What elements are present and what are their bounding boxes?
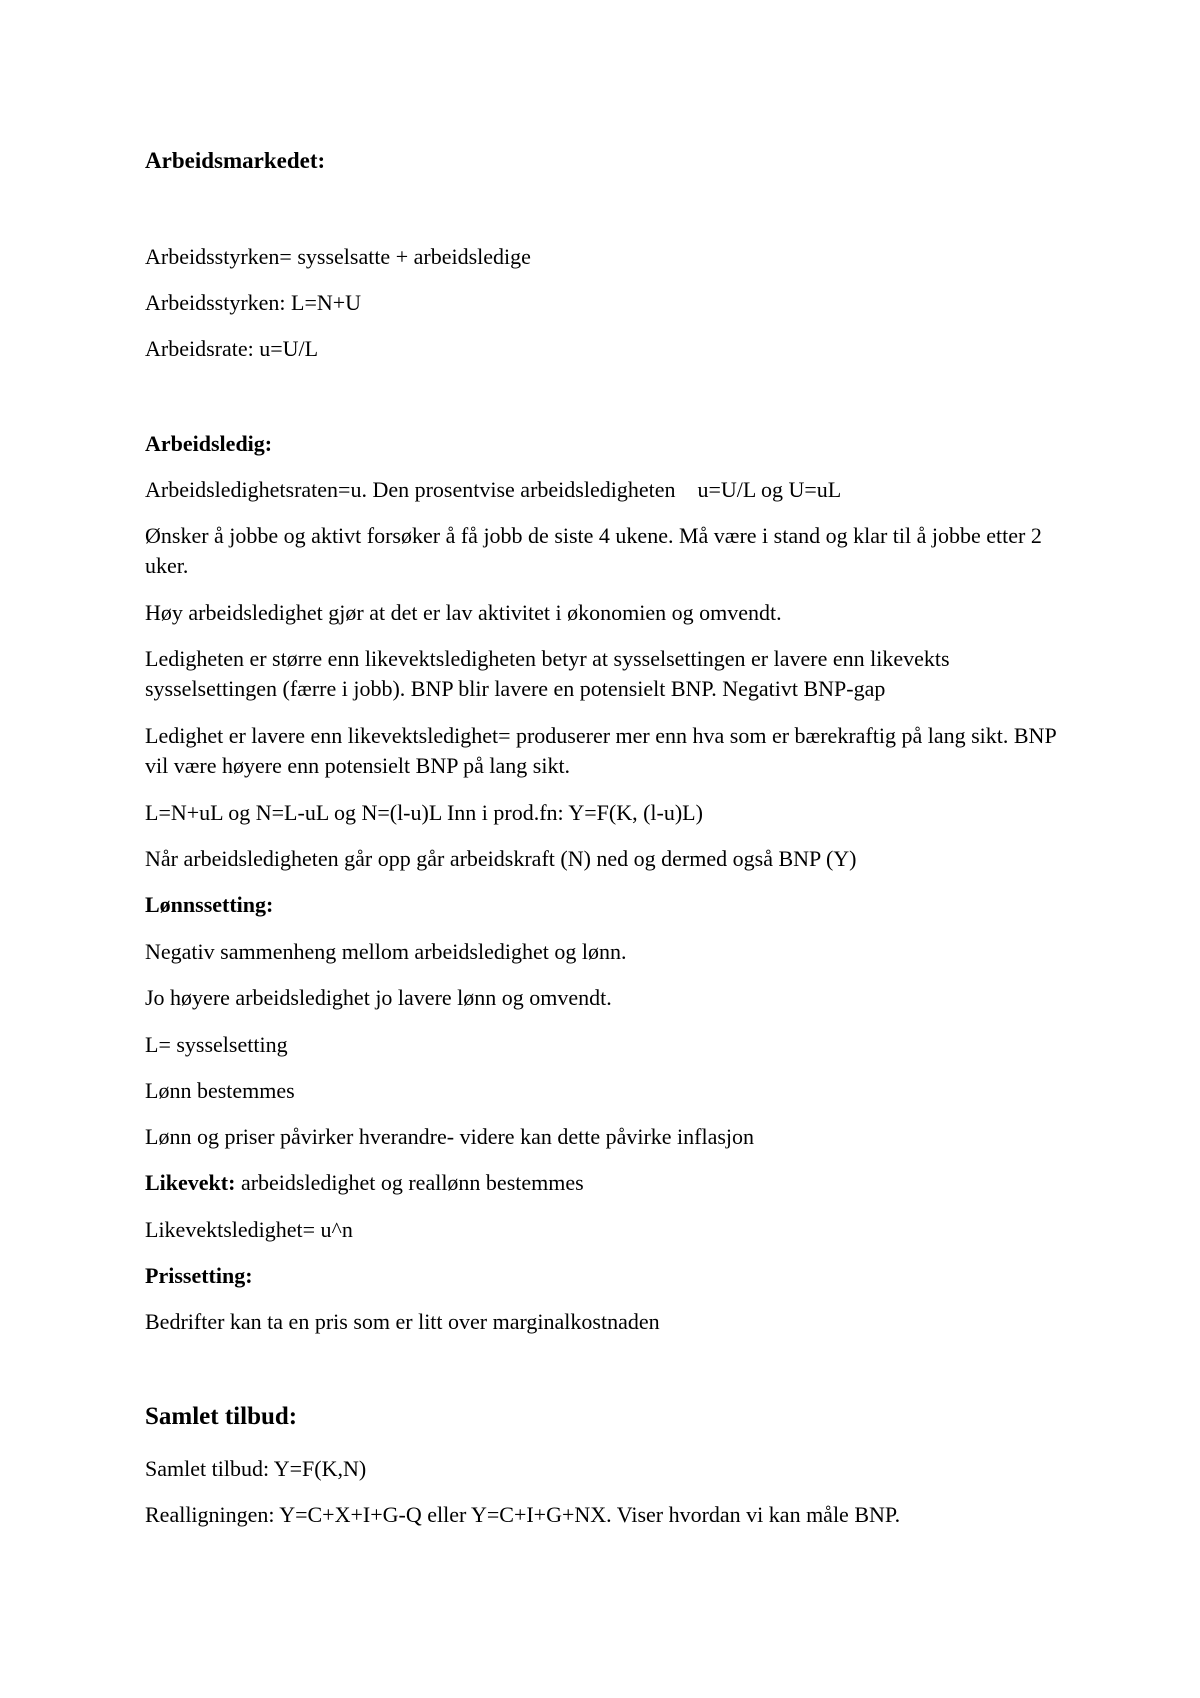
heading-arbeidsmarkedet: Arbeidsmarkedet: (145, 148, 326, 173)
paragraph: Høy arbeidsledighet gjør at det er lav aktivitet i økonomien og omvendt. (145, 600, 782, 625)
line-arbeidsrate: Arbeidsrate: u=U/L (145, 336, 319, 361)
likevekt-line (145, 1168, 1065, 1198)
paragraph: Lønn og priser påvirker hverandre- videre kan dette påvirke inflasjon (145, 1124, 755, 1149)
paragraph: Ønsker å jobbe og aktivt forsøker å få jobb de siste 4 ukene. Må være i stand og klar til å jobbe etter 2 uker. (145, 523, 1048, 578)
paragraph: Realligningen: Y=C+X+I+G-Q eller Y=C+I+G+NX. Viser hvordan vi kan måle BNP. (145, 1502, 901, 1527)
paragraph: Ledighet er lavere enn likevektsledighet= produserer mer enn hva som er bærekraftig på lang sikt. BNP vil være høyere enn potensielt BNP på lang sikt. (145, 723, 1062, 778)
paragraph: Ledigheten er større enn likevektsledigheten betyr at sysselsettingen er lavere enn likevekts sysselsettingen (færre i jobb). BNP blir lavere en potensielt BNP. Negativt BNP-gap (145, 646, 956, 701)
paragraph: Likevektsledighet= u^n (145, 1217, 353, 1242)
paragraph: Arbeidsledighetsraten=u. Den prosentvise arbeidsledigheten u=U/L og U=uL (145, 477, 842, 502)
paragraph: Bedrifter kan ta en pris som er litt over marginalkostnaden (145, 1309, 660, 1334)
paragraph: Når arbeidsledigheten går opp går arbeidskraft (N) ned og dermed også BNP (Y) (145, 846, 857, 871)
paragraph: Negativ sammenheng mellom arbeidsledighet og lønn. (145, 939, 627, 964)
line-arbeidsstyrken-formula: Arbeidsstyrken: L=N+U (145, 290, 362, 315)
likevekt-label: Likevekt: (145, 1170, 236, 1195)
heading-arbeidsledig: Arbeidsledig: (145, 431, 273, 456)
paragraph: Samlet tilbud: Y=F(K,N) (145, 1456, 367, 1481)
paragraph: Jo høyere arbeidsledighet jo lavere lønn og omvendt. (145, 985, 612, 1010)
likevekt-text: arbeidsledighet og reallønn bestemmes (235, 1170, 584, 1195)
paragraph: L=N+uL og N=L-uL og N=(l-u)L Inn i prod.fn: Y=F(K, (l-u)L) (145, 800, 703, 825)
paragraph: L= sysselsetting (145, 1032, 288, 1057)
heading-lonnssetting: Lønnssetting: (145, 892, 274, 917)
line-arbeidsstyrken-def: Arbeidsstyrken= sysselsatte + arbeidsledige (145, 244, 531, 269)
heading-prissetting: Prissetting: (145, 1263, 253, 1288)
paragraph: Lønn bestemmes (145, 1078, 295, 1103)
heading-samlet-tilbud: Samlet tilbud: (145, 1403, 298, 1430)
